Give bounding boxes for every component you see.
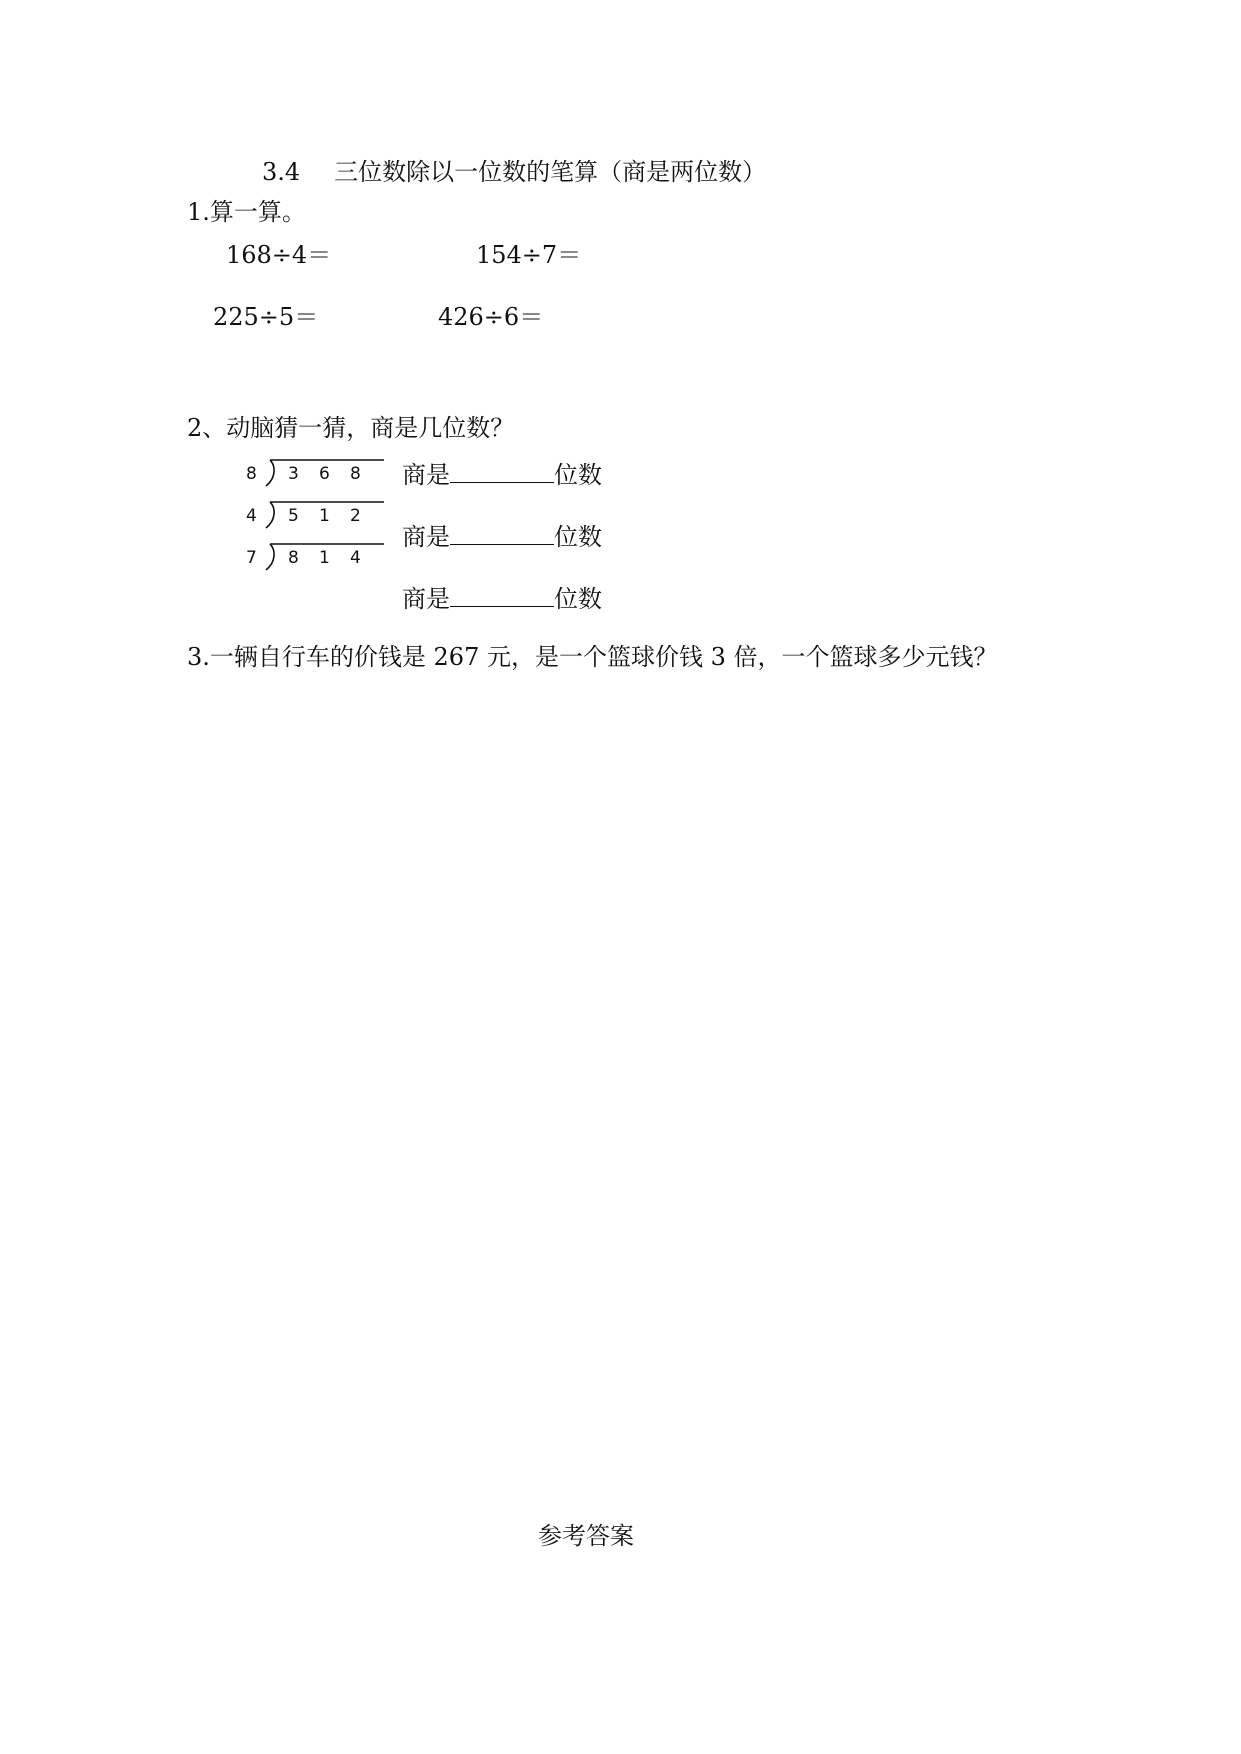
q2-answer-1: 商是 位数 bbox=[402, 461, 602, 489]
divisor: 7 bbox=[246, 548, 257, 568]
q1-problem-1: 168÷4＝ bbox=[226, 241, 332, 269]
q1-problem-3: 225÷5＝ bbox=[213, 303, 319, 331]
answer-blank[interactable] bbox=[450, 522, 554, 545]
answer-blank[interactable] bbox=[450, 460, 554, 483]
dividend: 5 1 2 bbox=[288, 506, 361, 526]
divisor: 8 bbox=[246, 464, 257, 484]
q2-answer-2: 商是 位数 bbox=[402, 523, 602, 551]
section-title: 三位数除以一位数的笔算（商是两位数） bbox=[334, 158, 767, 186]
dividend: 8 1 4 bbox=[288, 548, 361, 568]
q1-problem-2: 154÷7＝ bbox=[476, 241, 582, 269]
long-division-3 bbox=[246, 542, 386, 572]
q1-heading: 1.算一算。 bbox=[187, 198, 306, 226]
answer-blank[interactable] bbox=[450, 584, 554, 607]
long-division-2 bbox=[246, 500, 386, 530]
page-title bbox=[262, 160, 766, 184]
dividend: 3 6 8 bbox=[288, 464, 361, 484]
divisor: 4 bbox=[246, 506, 257, 526]
long-division-1 bbox=[246, 458, 386, 488]
q3-text: 3.一辆自行车的价钱是 267 元，是一个篮球价钱 3 倍，一个篮球多少元钱？ bbox=[187, 643, 998, 671]
q2-heading: 2、动脑猜一猜，商是几位数？ bbox=[187, 414, 515, 442]
answer-key-heading: 参考答案 bbox=[538, 1522, 634, 1550]
q2-answer-3: 商是 位数 bbox=[402, 585, 602, 613]
section-number: 3.4 bbox=[262, 158, 301, 186]
q1-problem-4: 426÷6＝ bbox=[438, 303, 544, 331]
